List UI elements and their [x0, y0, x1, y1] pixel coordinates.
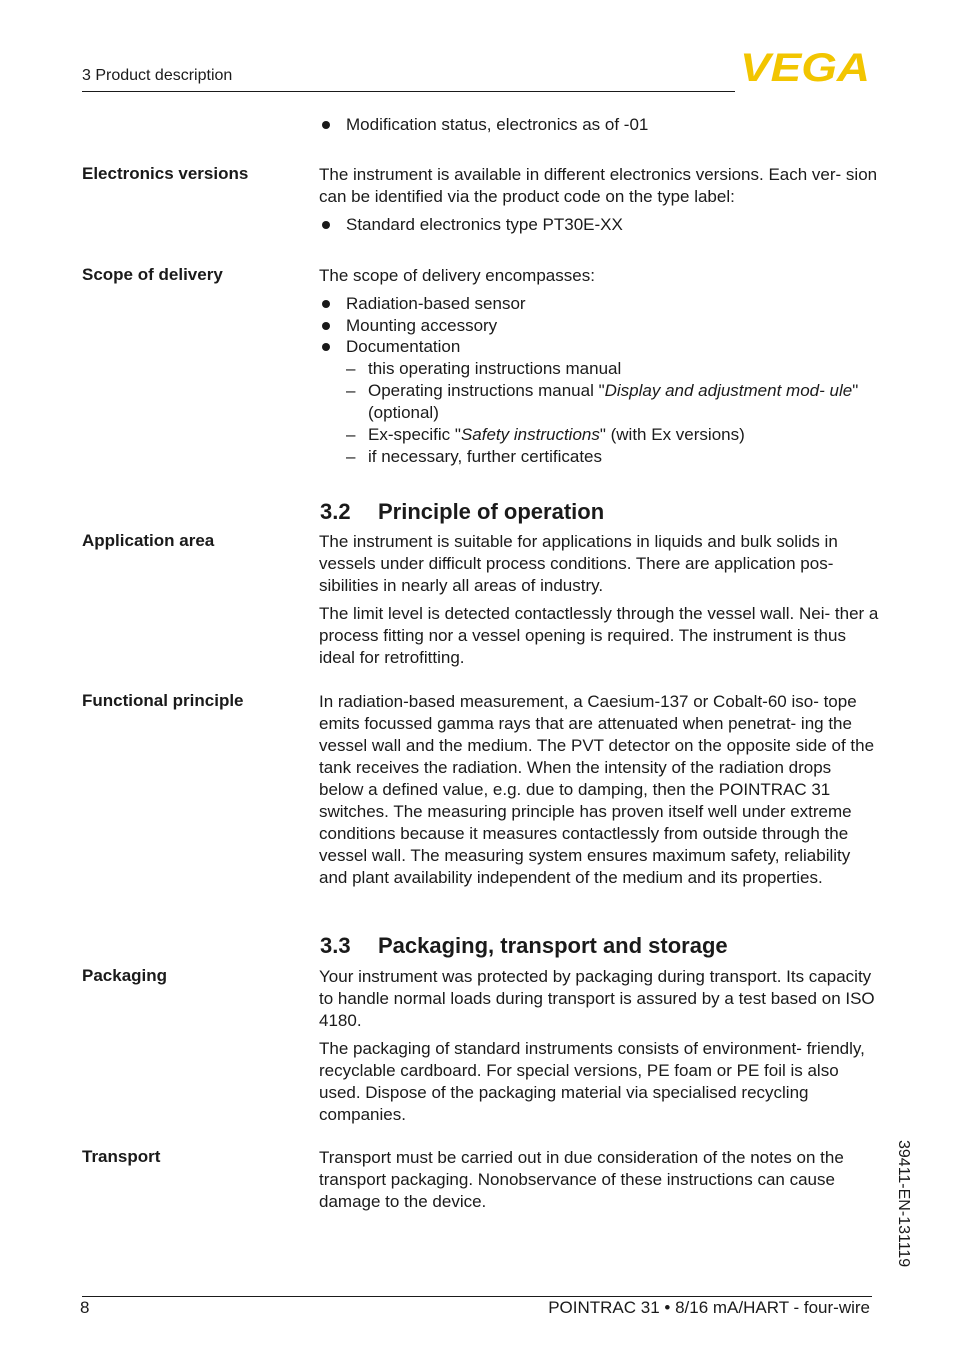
footer-rule	[82, 1296, 872, 1297]
section-heading-3-3	[320, 933, 728, 959]
list-item	[319, 336, 879, 468]
sub-list	[346, 358, 879, 468]
list-item-text: Documentation	[346, 337, 461, 356]
sub-list-item: – Ex-specific "Safety instructions" (with Ex versions)	[346, 424, 879, 446]
list-item: Modification status, electronics as of -01	[319, 114, 879, 136]
list-item: Standard electronics type PT30E-XX	[319, 214, 879, 236]
section-title: Packaging, transport and storage	[378, 933, 728, 958]
document-code: 39411-EN-131119	[895, 1140, 912, 1268]
margin-label: Electronics versions	[82, 164, 249, 183]
paragraph: The scope of delivery encompasses:	[319, 266, 595, 285]
margin-label: Scope of delivery	[82, 265, 223, 284]
vega-logo-text: VEGA	[740, 50, 870, 84]
footer-title: POINTRAC 31 • 8/16 mA/HART - four-wire	[548, 1298, 870, 1317]
bullet-list	[319, 293, 879, 468]
margin-label: Functional principle	[82, 691, 244, 710]
header-rule	[82, 91, 735, 92]
list-item: Radiation-based sensor	[319, 293, 879, 315]
running-header: 3 Product description	[82, 67, 233, 84]
paragraph: The limit level is detected contactlessly through the vessel wall. Nei- ther a process fitting nor a vessel opening is required. The instrument is thus ideal for retrofitting.	[319, 604, 879, 667]
margin-label: Transport	[82, 1147, 161, 1166]
page-number: 8	[80, 1298, 90, 1317]
paragraph: The instrument is available in different electronics versions. Each ver- sion can be identified via the product code on the type label:	[319, 165, 878, 206]
paragraph: In radiation-based measurement, a Caesium-137 or Cobalt-60 iso- tope emits focussed gamma rays that are attenuated when penetrat- ing the vessel wall and the medium. The PVT detector on the opposite side of the tank receives the radiation. When the intensity of the radiation drops below a defined value, e.g. due to damping, then the POINTRAC 31 switches. The measuring principle has proven itself well under extreme conditions because it measures contactlessly from outside through the vessel wall. The measuring system ensures maximum safety, reliability and plant availability independent of the medium and its properties.	[319, 692, 875, 887]
paragraph: Transport must be carried out in due consideration of the notes on the transport packaging. Nonobservance of these instructions can cause damage to the device.	[319, 1148, 844, 1211]
paragraph: The packaging of standard instruments consists of environment- friendly, recyclable cardboard. For special versions, PE foam or PE foil is also used. Dispose of the packaging material via specialised recycling companies.	[319, 1039, 865, 1124]
sub-list-item: – this operating instructions manual	[346, 358, 879, 380]
section-number: 3.2	[320, 499, 351, 524]
paragraph: The instrument is suitable for applications in liquids and bulk solids in vessels under difficult process conditions. There are application pos- sibilities in nearly all areas of industry.	[319, 532, 838, 595]
section-title: Principle of operation	[378, 499, 605, 524]
margin-label: Packaging	[82, 966, 168, 985]
section-heading-3-2	[320, 499, 604, 525]
margin-label: Application area	[82, 531, 215, 550]
vega-logo	[740, 50, 872, 84]
sub-list-item: – Operating instructions manual "Display and adjustment mod- ule" (optional)	[346, 380, 879, 424]
section-number: 3.3	[320, 933, 351, 958]
sub-list-item: – if necessary, further certificates	[346, 446, 879, 468]
list-item: Mounting accessory	[319, 315, 879, 337]
paragraph: Your instrument was protected by packaging during transport. Its capacity to handle normal loads during transport is assured by a test based on ISO 4180.	[319, 967, 875, 1030]
